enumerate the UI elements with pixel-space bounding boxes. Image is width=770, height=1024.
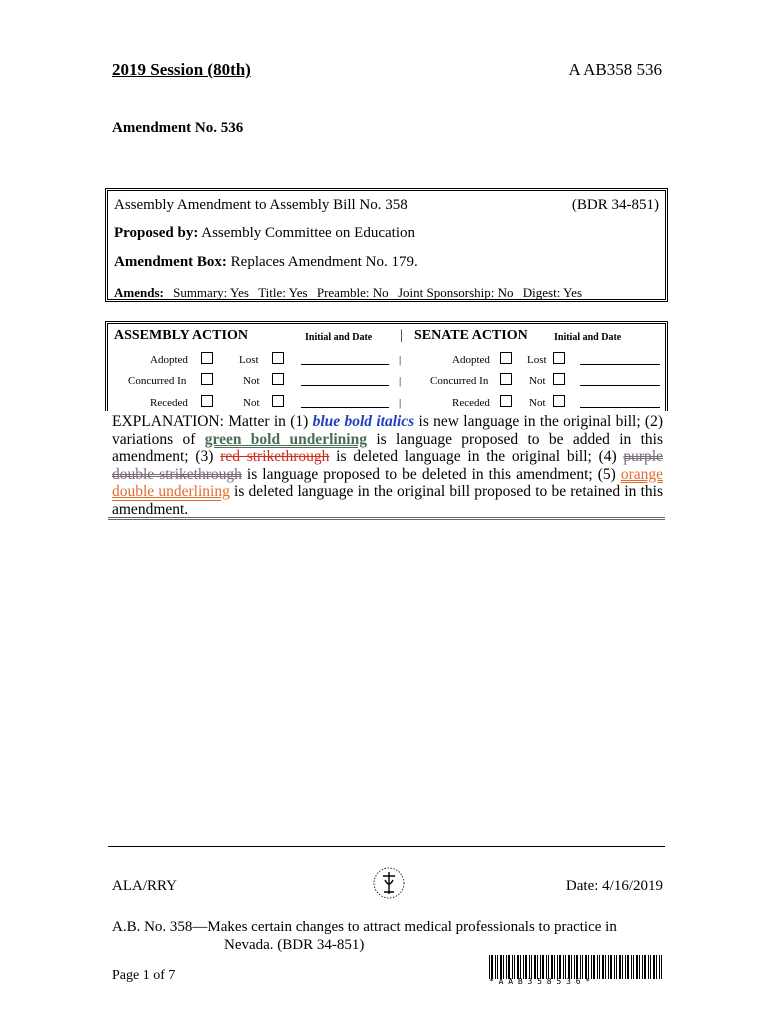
amendment-box-label: Amendment Box: xyxy=(114,254,227,270)
explanation-green-sample: green bold underlining xyxy=(204,430,367,448)
bill-description xyxy=(112,918,664,954)
barcode-bar xyxy=(506,955,507,979)
explanation-orange-sample: orange double underlining xyxy=(112,465,664,500)
senate-receded-label: Receded xyxy=(452,397,490,409)
row-divider: | xyxy=(399,397,402,409)
barcode-bar xyxy=(551,955,553,979)
barcode-bar xyxy=(605,955,606,979)
assembly-not-receded-checkbox[interactable] xyxy=(272,395,284,407)
document-id: A AB358 536 xyxy=(568,60,662,79)
senate-initial-line[interactable] xyxy=(580,407,660,408)
barcode-bar xyxy=(557,955,558,979)
barcode-bar xyxy=(523,955,524,979)
barcode-bar xyxy=(534,955,536,979)
explanation-paragraph xyxy=(112,413,663,518)
barcode-bar xyxy=(610,955,612,979)
assembly-concurred-label: Concurred In xyxy=(128,375,187,387)
senate-not-concurred-checkbox[interactable] xyxy=(553,373,565,385)
senate-not-receded-label: Not xyxy=(529,397,546,409)
barcode-bar xyxy=(616,955,617,979)
barcode-bar xyxy=(565,955,566,979)
barcode-bar xyxy=(563,955,564,979)
barcode-bar xyxy=(650,955,651,979)
explanation-blue-sample: blue bold italics xyxy=(312,413,415,430)
barcode-bar xyxy=(548,955,549,979)
barcode-bar xyxy=(525,955,527,979)
assembly-receded-checkbox[interactable] xyxy=(201,395,213,407)
legislature-seal-icon xyxy=(372,866,406,900)
barcode-bar xyxy=(599,955,600,979)
row-divider: | xyxy=(399,354,402,366)
barcode-bar xyxy=(602,955,604,979)
amends-joint-sponsorship: Joint Sponsorship: No xyxy=(397,285,514,300)
assembly-concurred-checkbox[interactable] xyxy=(201,373,213,385)
proposed-by-label: Proposed by: xyxy=(114,225,199,241)
barcode-bar xyxy=(633,955,634,979)
senate-adopted-label: Adopted xyxy=(452,354,490,366)
amendment-date: Date: 4/16/2019 xyxy=(565,878,663,894)
action-table xyxy=(105,321,668,411)
assembly-not-concurred-label: Not xyxy=(243,375,260,387)
explanation-rule xyxy=(108,517,665,520)
explanation-text: is deleted language in the original bill; (4) xyxy=(329,448,624,465)
amends-label: Amends: xyxy=(114,285,164,300)
assembly-lost-label: Lost xyxy=(239,354,259,366)
senate-initial-line[interactable] xyxy=(580,385,660,386)
barcode-bar xyxy=(512,955,513,979)
senate-concurred-label: Concurred In xyxy=(430,375,489,387)
barcode-bar xyxy=(537,955,538,979)
assembly-receded-label: Receded xyxy=(150,397,188,409)
bill-description-line: Nevada. (BDR 34-851) xyxy=(224,937,365,953)
barcode-icon xyxy=(489,955,662,979)
barcode-bar xyxy=(614,955,615,979)
barcode-bar xyxy=(619,955,621,979)
proposed-by-value: Assembly Committee on Education xyxy=(201,225,415,241)
barcode-bar xyxy=(497,955,498,979)
barcode-text: * A A B 3 5 8 5 3 6 * xyxy=(489,977,591,986)
amendment-box xyxy=(105,188,668,302)
senate-action-title: SENATE ACTION xyxy=(414,328,528,343)
barcode-bar xyxy=(503,955,504,979)
barcode-bar xyxy=(514,955,515,979)
barcode-bar xyxy=(571,955,572,979)
explanation-text: is language proposed to be deleted in this amendment; (5) xyxy=(241,465,621,483)
assembly-adopted-label: Adopted xyxy=(150,354,188,366)
bill-title: Assembly Amendment to Assembly Bill No. 358 xyxy=(114,197,408,213)
barcode-bar xyxy=(508,955,510,979)
explanation-purple-sample: purple double strikethrough xyxy=(112,448,663,483)
barcode-bar xyxy=(529,955,530,979)
page-number: Page 1 of 7 xyxy=(112,968,176,983)
barcode-bar xyxy=(531,955,532,979)
barcode-bar xyxy=(517,955,519,979)
bill-line xyxy=(114,197,659,214)
barcode-bar xyxy=(642,955,643,979)
barcode-bar xyxy=(520,955,521,979)
senate-not-concurred-label: Not xyxy=(529,375,546,387)
barcode-bar xyxy=(627,955,629,979)
senate-adopted-checkbox[interactable] xyxy=(500,352,512,364)
barcode-bar xyxy=(568,955,570,979)
barcode-bar xyxy=(495,955,496,979)
barcode-bar xyxy=(540,955,541,979)
barcode-bar xyxy=(659,955,660,979)
barcode-bar xyxy=(574,955,575,979)
barcode-bar xyxy=(648,955,649,979)
assembly-action-title: ASSEMBLY ACTION xyxy=(114,328,248,343)
barcode-bar xyxy=(580,955,581,979)
barcode-bar xyxy=(588,955,589,979)
senate-concurred-checkbox[interactable] xyxy=(500,373,512,385)
barcode-bar xyxy=(636,955,638,979)
barcode-bar xyxy=(489,955,490,979)
amends-title: Title: Yes xyxy=(258,285,308,300)
barcode-bar xyxy=(491,955,493,979)
barcode-bar xyxy=(559,955,561,979)
barcode-bar xyxy=(593,955,595,979)
bdr-number: (BDR 34-851) xyxy=(571,197,659,213)
amends-preamble: Preamble: No xyxy=(316,285,389,300)
barcode-bar xyxy=(554,955,555,979)
barcode-bar xyxy=(582,955,583,979)
barcode-bar xyxy=(597,955,598,979)
session-title: 2019 Session (80th) xyxy=(112,60,251,79)
barcode-bar xyxy=(656,955,657,979)
drafter-initials: ALA/RRY xyxy=(112,878,178,894)
barcode-bar xyxy=(608,955,609,979)
amendment-box-line xyxy=(114,254,659,271)
barcode-bar xyxy=(591,955,592,979)
row-divider: | xyxy=(399,375,402,387)
senate-not-receded-checkbox[interactable] xyxy=(553,395,565,407)
amendment-box-value: Replaces Amendment No. 179. xyxy=(230,254,418,270)
barcode-bar xyxy=(500,955,502,979)
senate-initial-date-label: Initial and Date xyxy=(554,332,622,343)
senate-initial-line[interactable] xyxy=(580,364,660,365)
amends-digest: Digest: Yes xyxy=(522,285,583,300)
assembly-adopted-checkbox[interactable] xyxy=(201,352,213,364)
explanation-text: is new language in the original bill; (2) variations of xyxy=(112,413,664,448)
barcode-bar xyxy=(644,955,646,979)
barcode-bar xyxy=(585,955,587,979)
barcode-bar xyxy=(631,955,632,979)
explanation-text: is language proposed to be added in this amendment; (3) xyxy=(112,430,663,465)
amendment-number: Amendment No. 536 xyxy=(112,120,244,136)
senate-lost-label: Lost xyxy=(527,354,547,366)
barcode-bar xyxy=(661,955,662,979)
bill-description-line: A.B. No. 358—Makes certain changes to attract medical professionals to practice in xyxy=(112,919,617,935)
explanation-red-sample: red strikethrough xyxy=(220,448,330,465)
assembly-initial-line[interactable] xyxy=(301,364,389,365)
assembly-lost-checkbox[interactable] xyxy=(272,352,284,364)
barcode-bar xyxy=(625,955,626,979)
assembly-initial-line[interactable] xyxy=(301,385,389,386)
barcode-bar xyxy=(653,955,655,979)
barcode-bar xyxy=(639,955,640,979)
barcode-bar xyxy=(542,955,544,979)
footer-rule xyxy=(108,846,665,847)
barcode-bar xyxy=(622,955,623,979)
barcode-bar xyxy=(576,955,578,979)
explanation-text: is deleted language in the original bill proposed to be retained in this amendment. xyxy=(112,483,664,518)
assembly-initial-date-label: Initial and Date xyxy=(305,332,373,343)
assembly-not-concurred-checkbox[interactable] xyxy=(272,373,284,385)
proposed-by-line xyxy=(114,225,659,242)
column-divider: | xyxy=(400,328,403,343)
amends-line xyxy=(114,285,659,301)
senate-receded-checkbox[interactable] xyxy=(500,395,512,407)
barcode-bar xyxy=(546,955,547,979)
amends-summary: Summary: Yes xyxy=(173,285,249,300)
senate-lost-checkbox[interactable] xyxy=(553,352,565,364)
explanation-text: EXPLANATION: Matter in (1) xyxy=(112,413,313,430)
assembly-not-receded-label: Not xyxy=(243,397,260,409)
assembly-initial-line[interactable] xyxy=(301,407,389,408)
